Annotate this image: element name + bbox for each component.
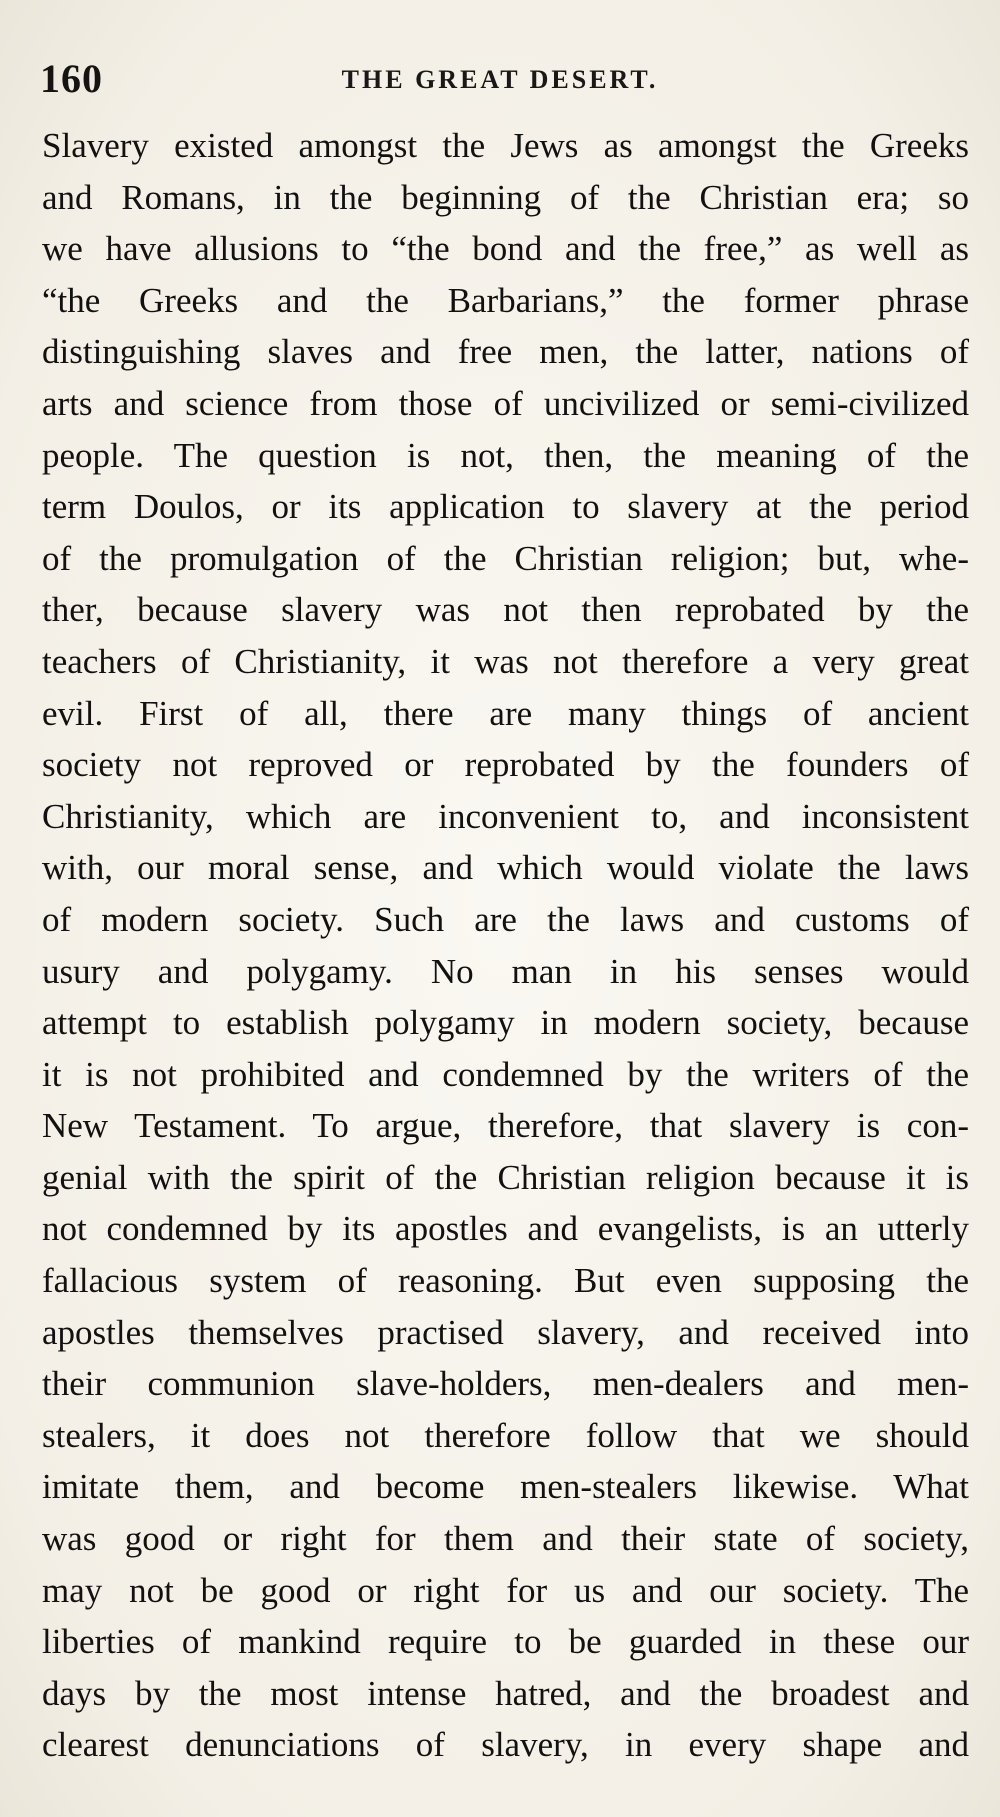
- text-line: [42, 172, 969, 224]
- text-line-content: “the Greeks and the Barbarians,” the former phrase: [42, 280, 969, 320]
- text-line-content: imitate them, and become men-stealers likewise. What: [42, 1467, 969, 1507]
- text-line: [42, 1307, 969, 1359]
- text-line-content: their communion slave-holders, men-dealers and men-: [42, 1364, 969, 1404]
- text-line: [42, 791, 969, 843]
- text-line-content: arts and science from those of uncivilized or semi-civilized: [42, 383, 969, 423]
- running-head: THE GREAT DESERT.: [341, 65, 659, 94]
- text-line: [42, 326, 969, 378]
- text-line: [42, 481, 969, 533]
- text-line: [42, 533, 969, 585]
- text-line-content: fallacious system of reasoning. But even supposing the: [42, 1261, 969, 1301]
- page-number: 160: [40, 56, 103, 101]
- text-line-content: it is not prohibited and condemned by the writers of the: [42, 1054, 969, 1094]
- body-text: [42, 120, 969, 1771]
- text-line: [42, 1565, 969, 1617]
- text-line-content: may not be good or right for us and our society. The: [42, 1570, 969, 1610]
- text-line-content: was good or right for them and their state of society,: [42, 1519, 969, 1559]
- text-line-content: Slavery existed amongst the Jews as amongst the Greeks: [42, 126, 969, 165]
- text-line-content: with, our moral sense, and which would violate the laws: [42, 848, 969, 888]
- text-line-content: genial with the spirit of the Christian religion because it is: [42, 1157, 969, 1197]
- text-line: [42, 894, 969, 946]
- text-line: [42, 584, 969, 636]
- text-line-content: of modern society. Such are the laws and customs of: [42, 899, 969, 939]
- text-line: [42, 1410, 969, 1462]
- text-line: [42, 430, 969, 482]
- text-line: [42, 223, 969, 275]
- text-line-content: teachers of Christianity, it was not therefore a very great: [42, 641, 969, 681]
- text-line-content: of the promulgation of the Christian religion; but, whe-: [42, 538, 969, 578]
- text-line: [42, 946, 969, 998]
- text-line: [42, 1461, 969, 1513]
- text-line: [42, 636, 969, 688]
- text-line: [42, 1255, 969, 1307]
- text-line: [42, 1049, 969, 1101]
- text-line: [42, 1203, 969, 1255]
- text-line-content: distinguishing slaves and free men, the latter, nations of: [42, 332, 969, 372]
- text-line-content: we have allusions to “the bond and the free,” as well as: [42, 229, 969, 269]
- text-line: [42, 739, 969, 791]
- text-line: [42, 997, 969, 1049]
- text-line-content: society not reproved or reprobated by the founders of: [42, 745, 969, 785]
- text-line: [42, 1100, 969, 1152]
- text-line: [42, 1719, 969, 1771]
- text-line-content: usury and polygamy. No man in his senses would: [42, 951, 969, 991]
- text-line: [42, 378, 969, 430]
- text-line: [42, 1668, 969, 1720]
- text-line-content: attempt to establish polygamy in modern society, because: [42, 1003, 969, 1043]
- text-line-content: stealers, it does not therefore follow that we should: [42, 1415, 969, 1455]
- text-line: [42, 842, 969, 894]
- text-line: [42, 1616, 969, 1668]
- text-line-content: not condemned by its apostles and evangelists, is an utterly: [42, 1209, 969, 1249]
- text-line-content: New Testament. To argue, therefore, that slavery is con-: [42, 1106, 969, 1146]
- text-line-content: people. The question is not, then, the meaning of the: [42, 435, 969, 475]
- page-header: [40, 55, 960, 105]
- text-line-content: Christianity, which are inconvenient to, and inconsistent: [42, 796, 969, 836]
- text-line: [42, 120, 969, 172]
- text-line: [42, 1358, 969, 1410]
- text-line-content: clearest denunciations of slavery, in every shape and: [42, 1725, 969, 1765]
- text-line: [42, 1152, 969, 1204]
- text-line: [42, 275, 969, 327]
- text-line-content: days by the most intense hatred, and the broadest and: [42, 1673, 969, 1713]
- text-line-content: liberties of mankind require to be guarded in these our: [42, 1622, 969, 1662]
- text-line-content: ther, because slavery was not then reprobated by the: [42, 590, 969, 630]
- text-line-content: term Doulos, or its application to slavery at the period: [42, 487, 969, 527]
- text-line-content: evil. First of all, there are many things of ancient: [42, 693, 969, 733]
- text-line-content: and Romans, in the beginning of the Christian era; so: [42, 177, 969, 217]
- text-line: [42, 688, 969, 740]
- text-line: [42, 1513, 969, 1565]
- text-line-content: apostles themselves practised slavery, and received into: [42, 1312, 969, 1352]
